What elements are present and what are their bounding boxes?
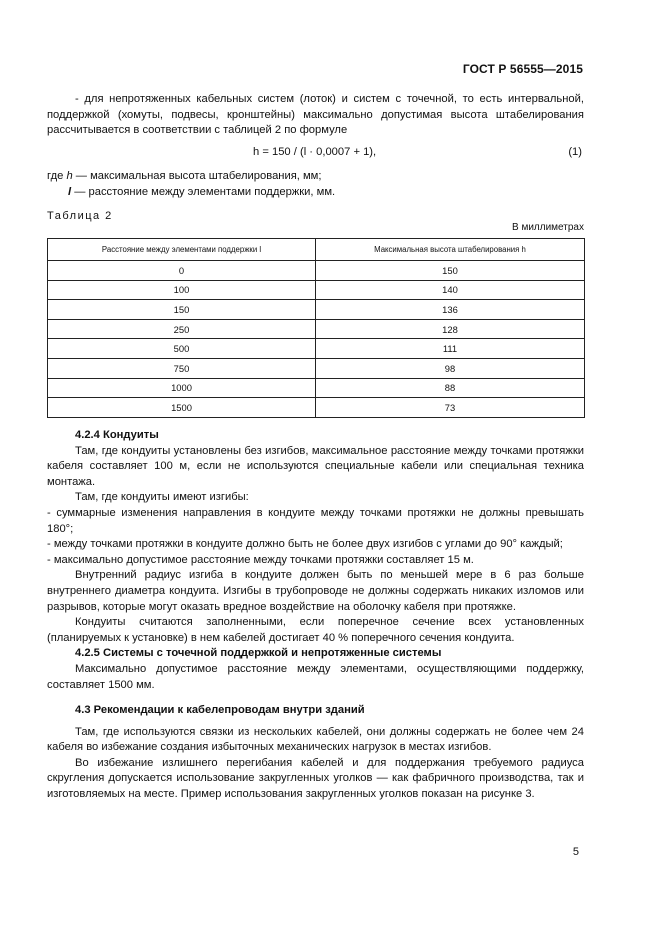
paragraph: Там, где кондуиты установлены без изгибов, максимальное расстояние между точками протяжки кабеля составляет 100 м, если не используются специальные кабели или специальная техника монтажа. xyxy=(47,444,584,488)
table-cell: 73 xyxy=(316,398,585,418)
definition-l xyxy=(47,185,584,201)
table-row xyxy=(48,358,585,378)
table-row xyxy=(48,280,585,300)
table-row xyxy=(48,378,585,398)
list-item: - суммарные изменения направления в кондуите между точками протяжки не должны превышать 180°; xyxy=(47,506,584,535)
table-cell: 0 xyxy=(48,261,316,281)
table-row xyxy=(48,261,585,281)
table-cell: 150 xyxy=(316,261,585,281)
table-row xyxy=(48,300,585,320)
symbol-l: l xyxy=(68,185,72,198)
table-units: В миллиметрах xyxy=(512,222,584,233)
table-cell: 750 xyxy=(48,358,316,378)
paragraph: Во избежание излишнего перегибания кабелей и для поддержания требуемого радиуса скругления допускается использование закругленных уголков — как фабричного производства, так и изготовляемых на месте. Пример использования закругленных уголков показан на рисунке 3. xyxy=(47,756,584,801)
data-table xyxy=(47,238,585,418)
paragraph: Максимально допустимое расстояние между элементами, осуществляющими поддержку, составляет 1500 мм. xyxy=(47,662,584,691)
page-number: 5 xyxy=(572,846,579,858)
table-cell: 1000 xyxy=(48,378,316,398)
section-heading: 4.2.4 Кондуиты xyxy=(75,429,159,441)
section-heading: 4.3 Рекомендации к кабелепроводам внутри зданий xyxy=(75,704,365,717)
table-cell: 98 xyxy=(316,358,585,378)
table-cell: 88 xyxy=(316,378,585,398)
table-cell: 1500 xyxy=(48,398,316,418)
definitions xyxy=(47,169,584,200)
table-cell: 150 xyxy=(48,300,316,320)
document-header: ГОСТ Р 56555—2015 xyxy=(462,62,583,76)
table-header-row xyxy=(48,239,585,261)
definition-prefix: где xyxy=(47,170,67,182)
table-cell: 140 xyxy=(316,280,585,300)
intro-paragraph: - для непротяженных кабельных систем (лоток) и систем с точечной, то есть интервальной, поддержкой (хомуты, подвесы, кронштейны) максимально допустимая высота штабелирования рассчитывается в соответствии с таблицей 2 по формуле xyxy=(47,93,584,137)
formula-number: (1) xyxy=(568,146,582,158)
table-cell: 500 xyxy=(48,339,316,359)
formula-text: h = 150 / (l · 0,0007 + 1), xyxy=(253,146,377,158)
section-heading: 4.2.5 Системы с точечной поддержкой и непротяженные системы xyxy=(75,647,442,660)
table-row xyxy=(48,339,585,359)
table-cell: 111 xyxy=(316,339,585,359)
table-cell: 136 xyxy=(316,300,585,320)
table-header-cell: Расстояние между элементами поддержки l xyxy=(48,239,316,261)
symbol-h: h xyxy=(66,170,73,182)
list-item: - максимально допустимое расстояние между точками протяжки составляет 15 м. xyxy=(47,553,474,566)
formula xyxy=(253,145,376,161)
definition-h-text: — максимальная высота штабелирования, мм; xyxy=(72,170,322,182)
paragraph: Там, где используются связки из нескольких кабелей, они должны содержать не более чем 24 кабеля во избежание создания избыточных механических нагрузок в местах изгибов. xyxy=(47,725,584,754)
paragraph: Кондуиты считаются заполненными, если поперечное сечение всех установленных (планируемых к установке) в нем кабелей достигает 40 % поперечного сечения кондуита. xyxy=(47,616,584,644)
definition-h xyxy=(47,169,584,185)
table-row xyxy=(48,398,585,418)
table-header-cell: Максимальная высота штабелирования h xyxy=(316,239,585,261)
table-row xyxy=(48,319,585,339)
definition-l-text: — расстояние между элементами поддержки, мм. xyxy=(71,185,336,198)
list-item: - между точками протяжки в кондуите должно быть не более двух изгибов с углами до 90° каждый; xyxy=(47,538,563,551)
table-cell: 250 xyxy=(48,319,316,339)
paragraph: Там, где кондуиты имеют изгибы: xyxy=(75,491,249,504)
paragraph: Внутренний радиус изгиба в кондуите должен быть по меньшей мере в 6 раз больше внутреннего диаметра кондуита. Изгибы в трубопроводе не должны содержать никаких изломов или разрывов, которые могут оказать вредное воздействие на оболочку кабеля при протяжке. xyxy=(47,569,584,613)
intro-block xyxy=(47,92,584,139)
table-caption: Таблица 2 xyxy=(47,210,113,222)
table-cell: 100 xyxy=(48,280,316,300)
table-cell: 128 xyxy=(316,319,585,339)
section-4-2-4 xyxy=(47,428,584,803)
